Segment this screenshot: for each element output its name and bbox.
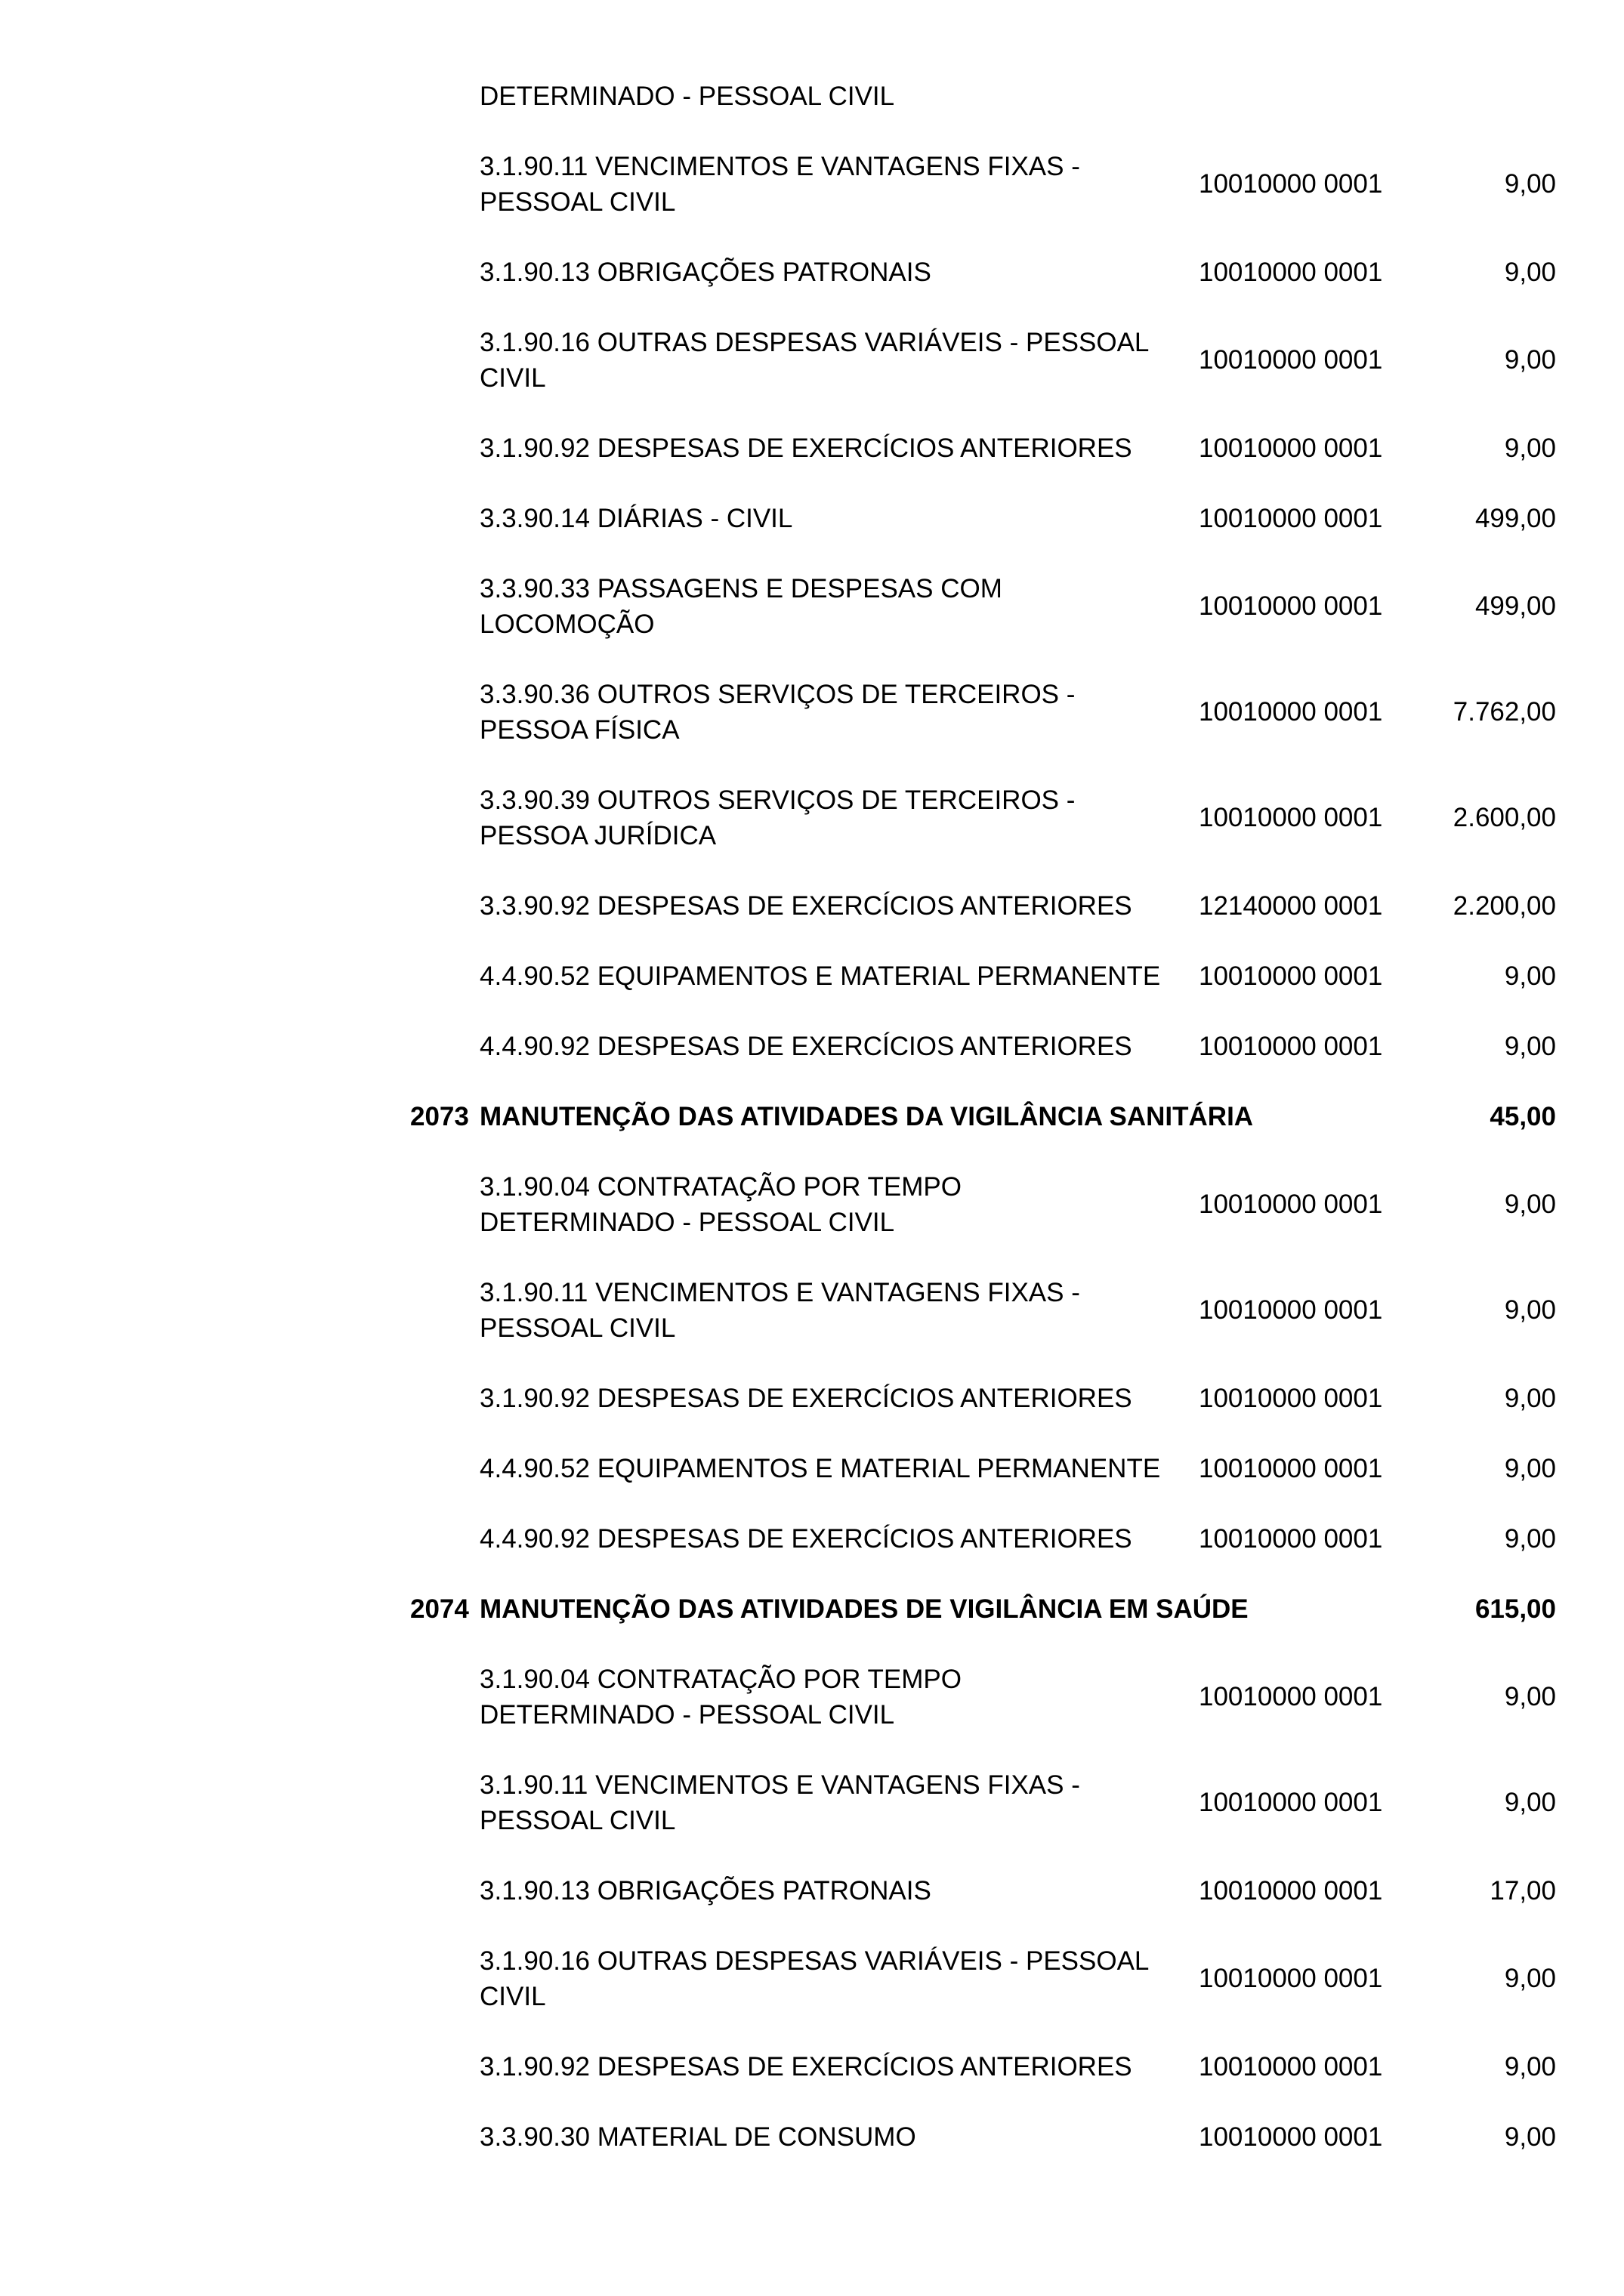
expense-value: 9,00 [1504, 1964, 1556, 1993]
expense-source: 10010000 0001 [1199, 258, 1383, 287]
expense-source: 10010000 0001 [1199, 504, 1383, 533]
expense-value: 9,00 [1504, 1682, 1556, 1711]
action-name: MANUTENÇÃO DAS ATIVIDADES DA VIGILÂNCIA SANITÁRIA [480, 1102, 1254, 1131]
expense-source: 10010000 0001 [1199, 169, 1383, 199]
expense-value: 9,00 [1504, 2122, 1556, 2152]
expense-description-line1: 3.1.90.11 VENCIMENTOS E VANTAGENS FIXAS - [480, 1770, 1080, 1800]
expense-source: 10010000 0001 [1199, 1190, 1383, 1219]
expense-value: 2.600,00 [1453, 803, 1556, 832]
action-name: MANUTENÇÃO DAS ATIVIDADES DE VIGILÂNCIA EM SAÚDE [480, 1594, 1249, 1624]
expense-description: 3.3.90.30 MATERIAL DE CONSUMO [480, 2122, 916, 2152]
expense-description: 4.4.90.92 DESPESAS DE EXERCÍCIOS ANTERIORES [480, 1524, 1132, 1554]
expense-description-line2: PESSOAL CIVIL [480, 1806, 676, 1835]
expense-description-line1: 3.3.90.39 OUTROS SERVIÇOS DE TERCEIROS - [480, 785, 1076, 815]
expense-value: 9,00 [1504, 258, 1556, 287]
expense-value: 9,00 [1504, 1190, 1556, 1219]
expense-source: 10010000 0001 [1199, 803, 1383, 832]
expense-source: 12140000 0001 [1199, 891, 1383, 921]
expense-value: 9,00 [1504, 1524, 1556, 1554]
expense-description-line2: DETERMINADO - PESSOAL CIVIL [480, 1208, 895, 1237]
expense-value: 17,00 [1490, 1876, 1556, 1906]
expense-description-line2: PESSOA FÍSICA [480, 715, 680, 745]
expense-value: 9,00 [1504, 1454, 1556, 1483]
expense-source: 10010000 0001 [1199, 345, 1383, 375]
expense-value: 9,00 [1504, 434, 1556, 463]
expense-description-line2: CIVIL [480, 1982, 546, 2011]
expense-description-line1: 3.1.90.16 OUTRAS DESPESAS VARIÁVEIS - PESSOAL [480, 1946, 1150, 1976]
expense-description-line1: 3.1.90.11 VENCIMENTOS E VANTAGENS FIXAS - [480, 152, 1080, 181]
expense-source: 10010000 0001 [1199, 1295, 1383, 1325]
expense-source: 10010000 0001 [1199, 1788, 1383, 1817]
expense-description: 3.1.90.13 OBRIGAÇÕES PATRONAIS [480, 1876, 931, 1906]
expense-description: 3.1.90.92 DESPESAS DE EXERCÍCIOS ANTERIORES [480, 2052, 1132, 2082]
expense-description-line2: DETERMINADO - PESSOAL CIVIL [480, 1700, 895, 1730]
expense-description: 3.3.90.14 DIÁRIAS - CIVIL [480, 504, 793, 533]
expense-description: 3.1.90.92 DESPESAS DE EXERCÍCIOS ANTERIORES [480, 434, 1132, 463]
expense-description-line1: 3.1.90.16 OUTRAS DESPESAS VARIÁVEIS - PESSOAL [480, 328, 1150, 357]
expense-source: 10010000 0001 [1199, 591, 1383, 621]
expense-description: 3.3.90.92 DESPESAS DE EXERCÍCIOS ANTERIORES [480, 891, 1132, 921]
expense-value: 499,00 [1474, 504, 1556, 533]
expense-value: 9,00 [1504, 1032, 1556, 1061]
expense-description-line1: 3.3.90.36 OUTROS SERVIÇOS DE TERCEIROS - [480, 680, 1076, 709]
expense-value: 7.762,00 [1453, 697, 1556, 727]
expense-value: 499,00 [1474, 591, 1556, 621]
expense-description-line1: 3.1.90.04 CONTRATAÇÃO POR TEMPO [480, 1665, 962, 1694]
expense-description-line2: LOCOMOÇÃO [480, 609, 655, 639]
action-total: 615,00 [1474, 1594, 1556, 1624]
expense-source: 10010000 0001 [1199, 434, 1383, 463]
action-code: 2074 [410, 1594, 469, 1624]
expense-source: 10010000 0001 [1199, 1964, 1383, 1993]
expense-source: 10010000 0001 [1199, 1876, 1383, 1906]
expense-description: 3.1.90.92 DESPESAS DE EXERCÍCIOS ANTERIORES [480, 1384, 1132, 1413]
expense-description-line2: PESSOAL CIVIL [480, 1313, 676, 1343]
expense-description: 4.4.90.52 EQUIPAMENTOS E MATERIAL PERMANENTE [480, 961, 1161, 991]
expense-value: 9,00 [1504, 345, 1556, 375]
action-total: 45,00 [1490, 1102, 1556, 1131]
expense-value: 9,00 [1504, 2052, 1556, 2082]
expense-value: 9,00 [1504, 1295, 1556, 1325]
expense-description-line2: PESSOA JURÍDICA [480, 821, 717, 850]
expense-description-line2: PESSOAL CIVIL [480, 187, 676, 217]
expense-description-line1: 3.3.90.33 PASSAGENS E DESPESAS COM [480, 574, 1002, 603]
expense-value: 9,00 [1504, 1788, 1556, 1817]
expense-value: 9,00 [1504, 169, 1556, 199]
expense-source: 10010000 0001 [1199, 1524, 1383, 1554]
expense-value: 9,00 [1504, 1384, 1556, 1413]
expense-description-line1: 3.1.90.04 CONTRATAÇÃO POR TEMPO [480, 1172, 962, 1202]
expense-source: 10010000 0001 [1199, 2122, 1383, 2152]
expense-source: 10010000 0001 [1199, 697, 1383, 727]
expense-value: 2.200,00 [1453, 891, 1556, 921]
expense-source: 10010000 0001 [1199, 1454, 1383, 1483]
expense-source: 10010000 0001 [1199, 1384, 1383, 1413]
expense-source: 10010000 0001 [1199, 2052, 1383, 2082]
expense-description-line2: CIVIL [480, 363, 546, 393]
expense-description-line1: 3.1.90.11 VENCIMENTOS E VANTAGENS FIXAS - [480, 1278, 1080, 1307]
expense-description: 4.4.90.52 EQUIPAMENTOS E MATERIAL PERMANENTE [480, 1454, 1161, 1483]
action-code: 2073 [410, 1102, 469, 1131]
expense-source: 10010000 0001 [1199, 1032, 1383, 1061]
expense-description: 4.4.90.92 DESPESAS DE EXERCÍCIOS ANTERIORES [480, 1032, 1132, 1061]
expense-description: 3.1.90.13 OBRIGAÇÕES PATRONAIS [480, 258, 931, 287]
continuation-text: DETERMINADO - PESSOAL CIVIL [480, 82, 895, 111]
expense-source: 10010000 0001 [1199, 1682, 1383, 1711]
expense-value: 9,00 [1504, 961, 1556, 991]
expense-source: 10010000 0001 [1199, 961, 1383, 991]
